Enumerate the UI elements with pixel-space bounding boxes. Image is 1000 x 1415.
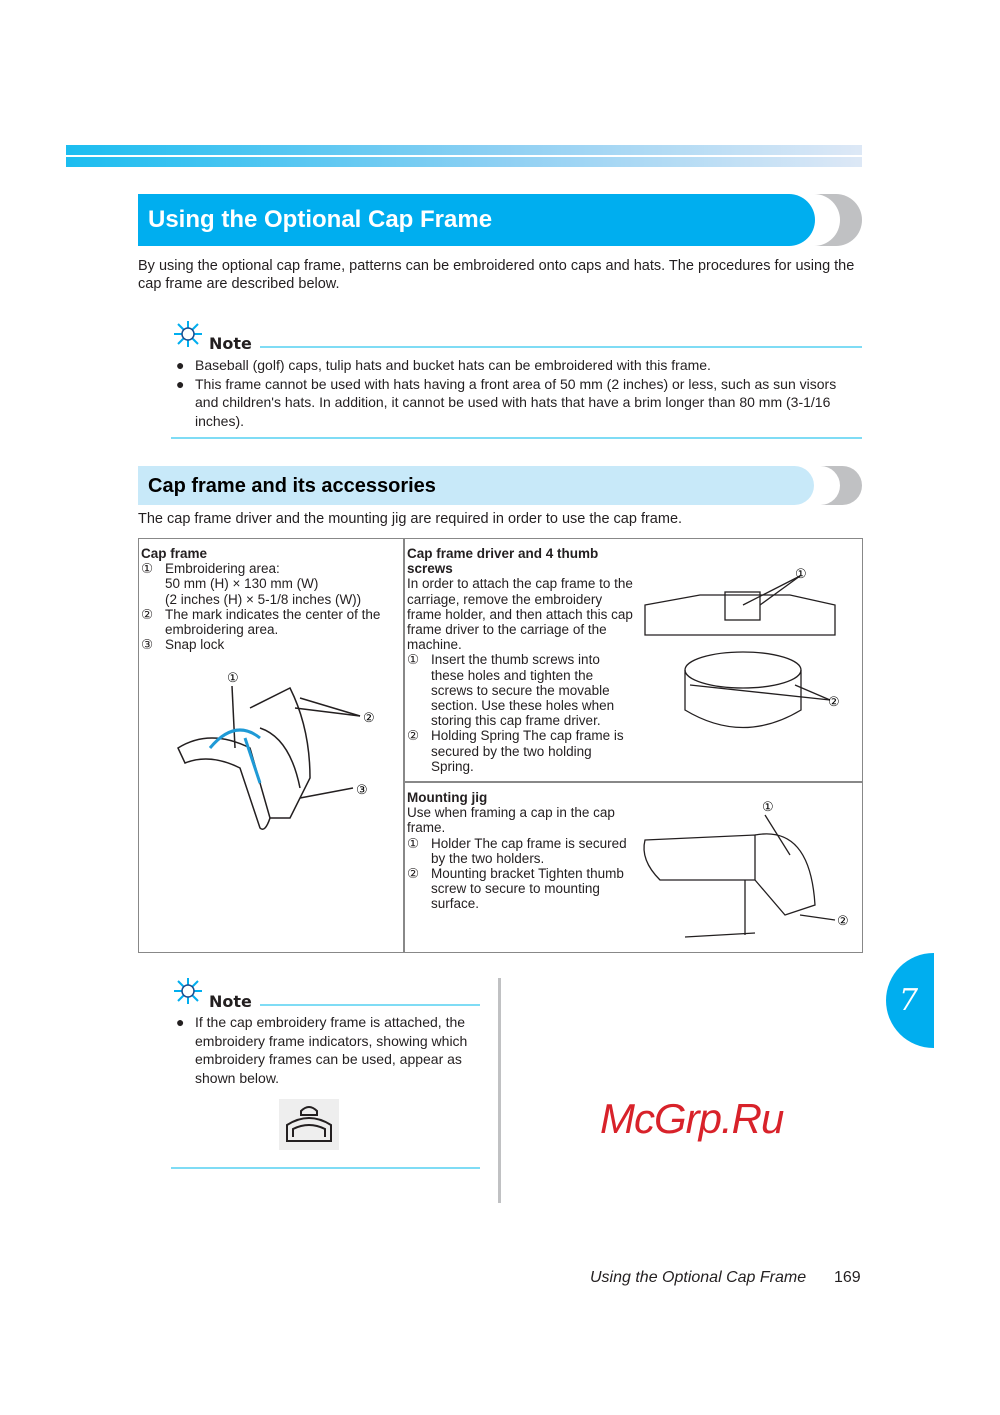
callout-3: ③	[356, 782, 368, 797]
page-number: 169	[834, 1269, 861, 1286]
header-band	[66, 157, 862, 167]
item-text: Embroidering area:	[165, 561, 280, 577]
note-rule	[171, 1167, 480, 1169]
item-text: Snap lock	[165, 637, 225, 653]
item-number: ②	[407, 866, 420, 882]
jig-desc: Use when framing a cap in the cap frame.	[407, 805, 615, 836]
watermark: McGrp.Ru	[600, 1095, 784, 1142]
driver-desc: In order to attach the cap frame to the carriage, remove the embroidery frame holder, and then attach this cap frame driver to the carriage of the machine.	[407, 576, 633, 653]
note-rule	[171, 437, 862, 439]
cap-frame-illustration	[170, 668, 380, 843]
callout-2: ②	[828, 694, 840, 709]
note-title: Note	[209, 334, 252, 353]
note-bullet-text: This frame cannot be used with hats having a front area of 50 mm (2 inches) or less, such as sun visors and children's hats. In addition, it cannot be used with hats that have a brim longer than 80 mm (3-1/16 inches).	[195, 375, 837, 429]
driver-title: Cap frame driver and 4 thumb screws	[407, 546, 599, 577]
jig-cell	[407, 790, 632, 912]
callout-2: ②	[837, 913, 849, 928]
item-text: 50 mm (H) × 130 mm (W)	[165, 576, 319, 592]
item-number: ③	[141, 637, 154, 653]
callout-1: ①	[227, 670, 239, 685]
cap-frame-title: Cap frame	[141, 546, 208, 561]
note-title: Note	[209, 992, 252, 1011]
item-text: Insert the thumb screws into these holes and tighten the screws to secure the movable section. Use these holes when storing this cap frame driver.	[431, 652, 615, 729]
callout-1: ①	[795, 566, 807, 581]
note-icon	[171, 319, 205, 349]
callout-2: ②	[363, 710, 375, 725]
item-text: Mounting bracket Tighten thumb screw to secure to mounting surface.	[431, 866, 624, 912]
note-rule	[260, 346, 862, 348]
item-number: ②	[141, 606, 154, 622]
item-text: (2 inches (H) × 5-1/8 inches (W))	[165, 591, 362, 607]
item-text: The mark indicates the center of the embroidering area.	[165, 606, 381, 638]
column-divider	[498, 978, 501, 1203]
jig-illustration	[635, 795, 855, 945]
note-bullet-text: Baseball (golf) caps, tulip hats and bucket hats can be embroidered with this frame.	[195, 357, 711, 373]
jig-title: Mounting jig	[407, 790, 488, 805]
note-bullet: ● Baseball (golf) caps, tulip hats and bucket hats can be embroidered with this frame.	[176, 357, 711, 373]
note-rule	[260, 1004, 480, 1006]
page-title: Using the Optional Cap Frame	[148, 206, 493, 233]
cap-frame-indicator-icon	[279, 1099, 339, 1150]
note-bullets	[176, 1013, 485, 1150]
item-number: ②	[407, 728, 420, 744]
footer-title: Using the Optional Cap Frame	[590, 1269, 807, 1286]
section-intro: The cap frame driver and the mounting jig are required in order to use the cap frame.	[138, 511, 683, 527]
section-title: Cap frame and its accessories	[148, 475, 436, 497]
note-icon	[171, 976, 205, 1006]
driver-cell	[407, 546, 635, 774]
callout-1: ①	[762, 799, 774, 814]
driver-illustration	[640, 560, 855, 740]
table-divider	[403, 781, 863, 783]
chapter-number: 7	[899, 983, 919, 1018]
item-number: ①	[407, 835, 420, 851]
item-number: ①	[407, 652, 420, 668]
note-bullets	[176, 356, 863, 430]
note-bullet-text: If the cap embroidery frame is attached, the embroidery frame indicators, showing which embroidery frames can be used, appear as shown below.	[195, 1014, 468, 1086]
header-band	[66, 145, 862, 155]
item-text: Holding Spring The cap frame is secured by the two holding Spring.	[431, 728, 624, 774]
item-number: ①	[141, 561, 154, 577]
intro-text: By using the optional cap frame, patterns can be embroidered onto caps and hats. The procedures for using the cap frame are described below.	[138, 258, 855, 292]
table-divider	[403, 538, 405, 953]
note-bullet: ● This frame cannot be used with hats having a front area of 50 mm (2 inches) or less, such as sun visors and children's hats. In addition, it cannot be used with hats that have a brim longer than 80 mm (3-1/16 inches).	[176, 375, 837, 429]
note-bullet: ● If the cap embroidery frame is attached, the embroidery frame indicators, showing which embroidery frames can be used, appear as shown below.	[176, 1014, 468, 1086]
cap-frame-cell	[141, 546, 401, 652]
item-text: Holder The cap frame is secured by the two holders.	[431, 835, 627, 866]
